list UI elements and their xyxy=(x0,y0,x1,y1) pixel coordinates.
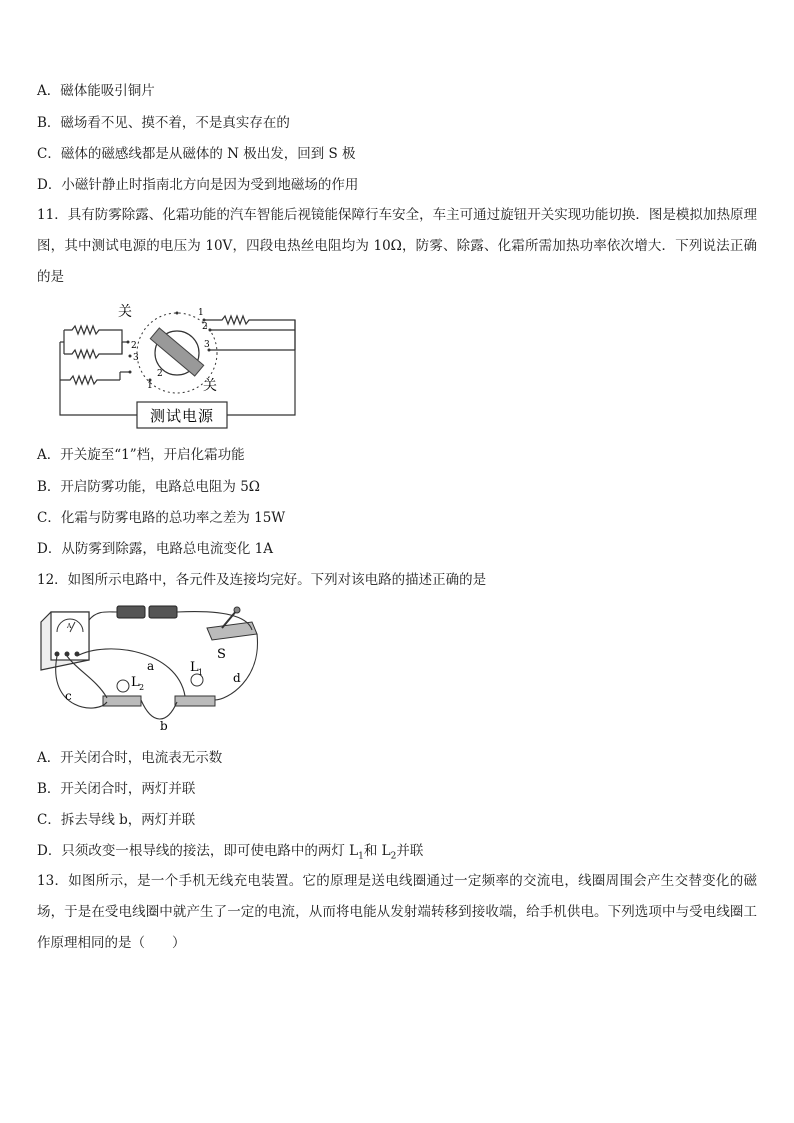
q11-label-off-top: 关 xyxy=(118,304,132,320)
q11-option-c: C．化霜与防雾电路的总功率之差为 15W xyxy=(37,510,286,526)
q11-circuit-diagram xyxy=(52,300,302,430)
q12-option-c: C．拆去导线 b，两灯并联 xyxy=(37,812,196,828)
q11-option-b: B．开启防雾功能，电路总电阻为 5Ω xyxy=(37,479,260,495)
svg-text:1: 1 xyxy=(198,308,204,318)
svg-text:1: 1 xyxy=(147,381,153,391)
q13-stem: 13．如图所示，是一个手机无线充电装置。它的原理是送电线圈通过一定频率的交流电，线圈周围会产生交替变化的磁场，于是在受电线圈中就产生了一定的电流，从而将电能从发射端转移到接收端，给手机供电。下列选项中与受电线圈工作原理相同的是（ ） xyxy=(37,873,757,951)
svg-text:3: 3 xyxy=(204,340,210,350)
svg-text:2: 2 xyxy=(139,683,145,692)
svg-text:2: 2 xyxy=(131,341,137,351)
svg-text:a: a xyxy=(147,659,155,673)
svg-text:3: 3 xyxy=(133,353,139,363)
ammeter-icon xyxy=(41,612,89,670)
q12-option-a: A．开关闭合时，电流表无示数 xyxy=(37,750,223,766)
svg-text:1: 1 xyxy=(198,668,204,677)
q11-option-a: A．开关旋至“1”档，开启化霜功能 xyxy=(37,447,245,463)
battery-icon xyxy=(117,606,177,618)
q11-label-off-bottom: 关 xyxy=(203,378,217,394)
q11-test-power-label: 测试电源 xyxy=(149,407,215,425)
bulb-l1-icon xyxy=(175,674,215,706)
svg-text:A: A xyxy=(67,623,72,630)
q12-option-d: D．只须改变一根导线的接法，即可使电路中的两灯 $L_1$和 $L_2$并联 xyxy=(37,843,424,862)
svg-text:c: c xyxy=(65,689,72,703)
svg-text:2: 2 xyxy=(202,322,208,332)
q12-stem: 12．如图所示电路中，各元件及连接均完好。下列对该电路的描述正确的是 xyxy=(37,572,487,588)
svg-text:b: b xyxy=(160,719,168,733)
q12-option-b: B．开关闭合时，两灯并联 xyxy=(37,781,196,797)
svg-text:L: L xyxy=(190,660,199,675)
svg-text:L: L xyxy=(131,675,140,690)
q12-circuit-diagram xyxy=(37,600,267,735)
svg-text:d: d xyxy=(233,671,241,685)
q10-option-a: A．磁体能吸引铜片 xyxy=(37,83,155,99)
q11-option-d: D．从防雾到除露，电路总电流变化 1A xyxy=(37,541,273,557)
q11-stem: 11．具有防雾除露、化霜功能的汽车智能后视镜能保障行车安全，车主可通过旋钮开关实现功能切换．图是模拟加热原理图，其中测试电源的电压为 10V，四段电热丝电阻均为 10Ω，防雾、除露、化霜所需加热功率依次增大．下列说法正确的是 xyxy=(37,207,757,285)
svg-text:S: S xyxy=(217,647,226,662)
q10-option-d: D．小磁针静止时指南北方向是因为受到地磁场的作用 xyxy=(37,177,359,193)
svg-text:2: 2 xyxy=(157,369,163,379)
q10-option-c: C．磁体的磁感线都是从磁体的 N 极出发，回到 S 极 xyxy=(37,146,356,162)
q10-option-b: B．磁场看不见、摸不着，不是真实存在的 xyxy=(37,115,290,131)
